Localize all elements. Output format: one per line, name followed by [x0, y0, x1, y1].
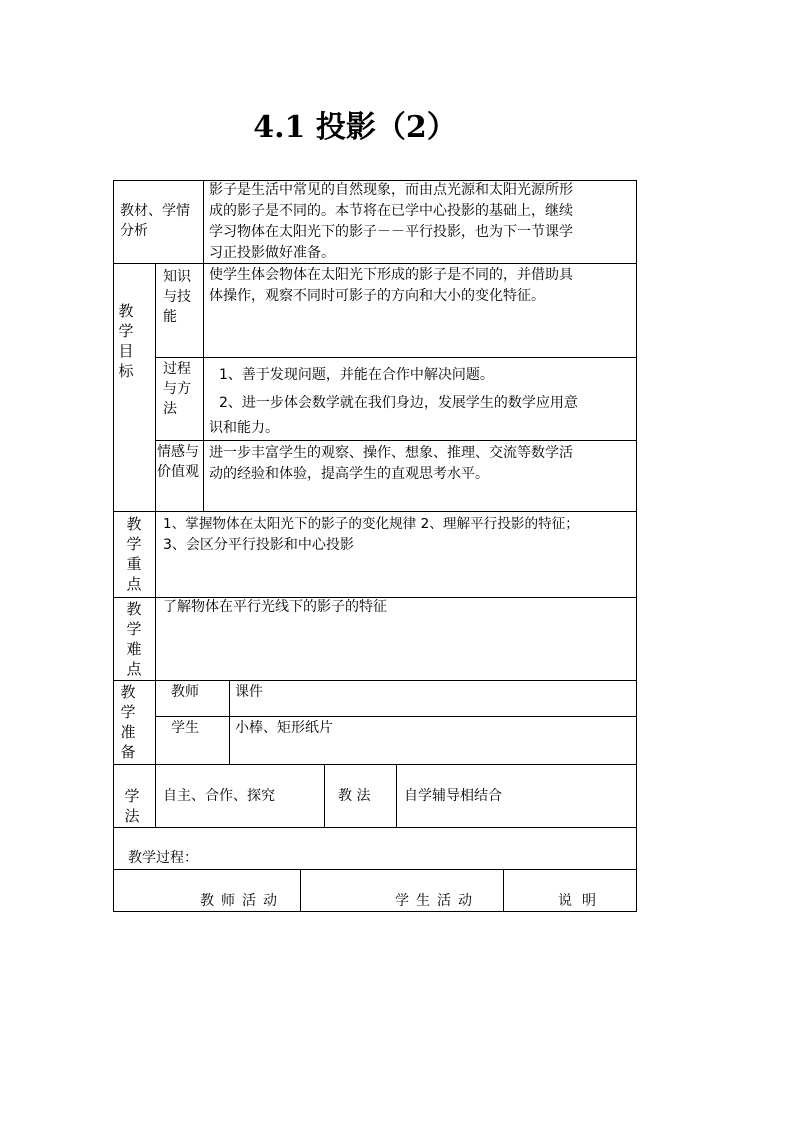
row-divider	[113, 764, 637, 765]
key-points-line1: 1、掌握物体在太阳光下的影子的变化规律 2、理解平行投影的特征；	[163, 516, 579, 532]
analysis-content-line1: 影子是生活中常见的自然现象，而由点光源和太阳光源所形	[209, 182, 573, 198]
teacher-label: 教师	[171, 684, 199, 700]
student-value: 小棒、矩形纸片	[235, 720, 333, 736]
process-line1: 1、善于发现问题，并能在合作中解决问题。	[219, 367, 494, 383]
key-points-line2: 3、会区分平行投影和中心投影	[163, 537, 354, 553]
difficulties-label: 教学难点	[126, 600, 142, 678]
knowledge-line2: 体操作，观察不同时可影子的方向和大小的变化特征。	[209, 288, 545, 304]
process-line3: 识和能力。	[209, 420, 279, 436]
key-points-label: 教学重点	[126, 515, 142, 593]
col-divider	[155, 263, 156, 764]
analysis-label-line1: 教材、学情	[120, 203, 190, 219]
col-divider	[396, 764, 397, 827]
row-divider	[113, 869, 637, 870]
column-student-activity: 学生活动	[395, 893, 479, 909]
row-divider	[113, 827, 637, 828]
process-line2: 2、进一步体会数学就在我们身边，发展学生的数学应用意	[219, 395, 578, 411]
col-divider	[300, 869, 301, 912]
col-divider	[203, 263, 204, 511]
study-method-label: 学法	[124, 787, 140, 825]
col-divider	[203, 180, 204, 263]
row-divider	[113, 263, 637, 264]
row-divider	[155, 440, 637, 441]
teach-method-label: 教 法	[338, 788, 371, 804]
analysis-content-line2: 成的影子是不同的。本节将在已学中心投影的基础上，继续	[209, 203, 573, 219]
objectives-label: 教学目标	[118, 302, 134, 380]
analysis-content-line3: 学习物体在太阳光下的影子－－平行投影，也为下一节课学	[209, 224, 573, 240]
difficulties-text: 了解物体在平行光线下的影子的特征	[163, 599, 387, 615]
analysis-label-line2: 分析	[120, 223, 148, 239]
col-divider	[229, 680, 230, 764]
page-title: 4.1 投影（2）	[253, 110, 457, 145]
knowledge-label: 知识与技能	[163, 269, 191, 325]
emotion-line2: 动的经验和体验，提高学生的直观思考水平。	[209, 466, 489, 482]
process-label: 过程与方法	[163, 361, 191, 417]
emotion-label: 情感与价值观	[157, 444, 199, 480]
col-divider	[324, 764, 325, 827]
row-divider	[113, 680, 637, 681]
row-divider	[155, 357, 637, 358]
knowledge-line1: 使学生体会物体在太阳光下形成的影子是不同的，并借助具	[209, 267, 573, 283]
emotion-line1: 进一步丰富学生的观察、操作、想象、推理、交流等数学活	[209, 445, 573, 461]
row-divider	[113, 511, 637, 512]
col-divider	[503, 869, 504, 912]
study-method-value: 自主、合作、探究	[163, 788, 275, 804]
column-notes: 说明	[558, 893, 606, 909]
student-label: 学生	[171, 720, 199, 736]
analysis-content-line4: 习正投影做好准备。	[209, 245, 335, 261]
preparation-label: 教学准备	[120, 683, 136, 761]
teach-method-value: 自学辅导相结合	[404, 788, 502, 804]
process-heading: 教学过程：	[128, 850, 198, 866]
teacher-value: 课件	[235, 684, 263, 700]
column-teacher-activity: 教师活动	[200, 893, 284, 909]
row-divider	[155, 716, 637, 717]
col-divider	[155, 764, 156, 827]
